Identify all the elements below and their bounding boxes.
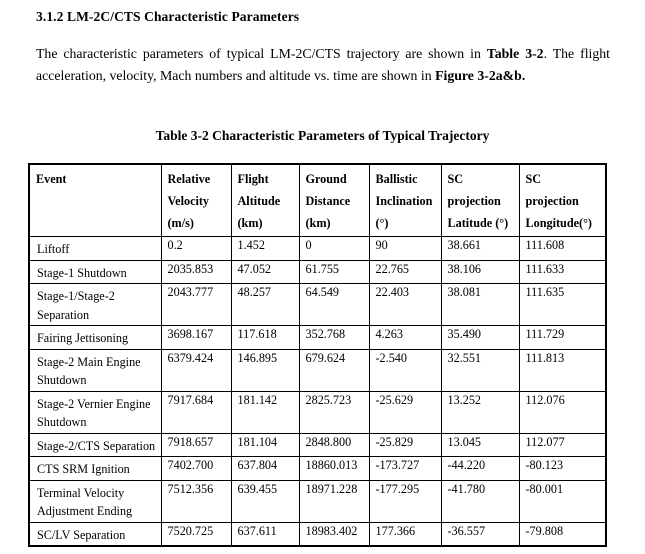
event-cell: Stage-2 Vernier Engine Shutdown [29, 391, 161, 433]
column-header [519, 164, 606, 237]
header-line: Ground [305, 172, 347, 186]
table-row [29, 480, 606, 522]
value-cell: 679.624 [299, 349, 369, 391]
value-cell: 7917.684 [161, 391, 231, 433]
value-cell: 47.052 [231, 260, 299, 284]
header-line: projection [525, 194, 579, 208]
value-cell: 7918.657 [161, 433, 231, 457]
value-cell: -25.829 [369, 433, 441, 457]
table-header-row [29, 164, 606, 237]
table-row [29, 326, 606, 350]
table-row [29, 260, 606, 284]
paragraph-segment: The characteristic parameters of typical LM-2C/CTS trajectory are shown in [36, 46, 487, 61]
event-cell: Liftoff [29, 237, 161, 261]
header-line: Distance [305, 194, 351, 208]
event-cell: Fairing Jettisoning [29, 326, 161, 350]
value-cell: 64.549 [299, 284, 369, 326]
trajectory-table [28, 163, 607, 547]
value-cell: 13.045 [441, 433, 519, 457]
header-line: (m/s) [167, 216, 194, 230]
table-row [29, 522, 606, 546]
header-line: SC [447, 172, 464, 186]
value-cell: 3698.167 [161, 326, 231, 350]
table-row [29, 284, 606, 326]
value-cell: 7520.725 [161, 522, 231, 546]
value-cell: 32.551 [441, 349, 519, 391]
value-cell: -79.808 [519, 522, 606, 546]
value-cell: 112.077 [519, 433, 606, 457]
header-line: SC [525, 172, 542, 186]
value-cell: 352.768 [299, 326, 369, 350]
header-line: (°) [375, 216, 389, 230]
value-cell: 4.263 [369, 326, 441, 350]
column-header [299, 164, 369, 237]
header-line: projection [447, 194, 501, 208]
value-cell: -41.780 [441, 480, 519, 522]
value-cell: 38.661 [441, 237, 519, 261]
value-cell: 18971.228 [299, 480, 369, 522]
value-cell: 639.455 [231, 480, 299, 522]
value-cell: 18983.402 [299, 522, 369, 546]
value-cell: 111.635 [519, 284, 606, 326]
header-line: Event [36, 172, 67, 186]
value-cell: 1.452 [231, 237, 299, 261]
value-cell: 637.804 [231, 457, 299, 481]
event-cell: Stage-2 Main Engine Shutdown [29, 349, 161, 391]
value-cell: 181.142 [231, 391, 299, 433]
header-line: Relative [167, 172, 211, 186]
column-header [231, 164, 299, 237]
value-cell: 38.106 [441, 260, 519, 284]
value-cell: -173.727 [369, 457, 441, 481]
value-cell: -80.123 [519, 457, 606, 481]
value-cell: -177.295 [369, 480, 441, 522]
header-line: (km) [237, 216, 263, 230]
value-cell: 13.252 [441, 391, 519, 433]
value-cell: -44.220 [441, 457, 519, 481]
table-row [29, 237, 606, 261]
table-row [29, 349, 606, 391]
value-cell: 112.076 [519, 391, 606, 433]
value-cell: 111.633 [519, 260, 606, 284]
header-line: Flight [237, 172, 269, 186]
value-cell: 117.618 [231, 326, 299, 350]
value-cell: 111.729 [519, 326, 606, 350]
paragraph-segment: . The flight acceleration, velocity, Mach numbers and altitude vs. time are shown in [36, 46, 610, 83]
header-line: Longitude(°) [525, 216, 592, 230]
value-cell: -80.001 [519, 480, 606, 522]
table-row [29, 433, 606, 457]
value-cell: 2043.777 [161, 284, 231, 326]
event-cell: Terminal Velocity Adjustment Ending [29, 480, 161, 522]
value-cell: 111.813 [519, 349, 606, 391]
column-header [369, 164, 441, 237]
event-cell: Stage-2/CTS Separation [29, 433, 161, 457]
value-cell: 7402.700 [161, 457, 231, 481]
value-cell: -36.557 [441, 522, 519, 546]
column-header [29, 164, 161, 237]
paragraph-segment: Table 3-2 [486, 46, 544, 61]
value-cell: 0 [299, 237, 369, 261]
event-cell: Stage-1/Stage-2 Separation [29, 284, 161, 326]
paragraph [36, 43, 610, 86]
table-row [29, 391, 606, 433]
value-cell: 38.081 [441, 284, 519, 326]
value-cell: 181.104 [231, 433, 299, 457]
value-cell: 7512.356 [161, 480, 231, 522]
header-line: Altitude [237, 194, 281, 208]
value-cell: 48.257 [231, 284, 299, 326]
value-cell: 18860.013 [299, 457, 369, 481]
table-row [29, 457, 606, 481]
header-line: Ballistic [375, 172, 418, 186]
value-cell: 2035.853 [161, 260, 231, 284]
column-header [161, 164, 231, 237]
header-line: Latitude (°) [447, 216, 509, 230]
header-line: Velocity [167, 194, 210, 208]
value-cell: 146.895 [231, 349, 299, 391]
value-cell: 111.608 [519, 237, 606, 261]
value-cell: 0.2 [161, 237, 231, 261]
value-cell: -25.629 [369, 391, 441, 433]
event-cell: CTS SRM Ignition [29, 457, 161, 481]
value-cell: 2825.723 [299, 391, 369, 433]
value-cell: 177.366 [369, 522, 441, 546]
section-heading: 3.1.2 LM-2C/CTS Characteristic Parameters [36, 9, 300, 24]
header-line: (km) [305, 216, 331, 230]
event-cell: Stage-1 Shutdown [29, 260, 161, 284]
value-cell: -2.540 [369, 349, 441, 391]
value-cell: 22.403 [369, 284, 441, 326]
value-cell: 2848.800 [299, 433, 369, 457]
value-cell: 22.765 [369, 260, 441, 284]
table-caption: Table 3-2 Characteristic Parameters of Typical Trajectory [155, 128, 490, 143]
column-header [441, 164, 519, 237]
value-cell: 35.490 [441, 326, 519, 350]
value-cell: 6379.424 [161, 349, 231, 391]
header-line: Inclination [375, 194, 433, 208]
value-cell: 61.755 [299, 260, 369, 284]
value-cell: 90 [369, 237, 441, 261]
value-cell: 637.611 [231, 522, 299, 546]
event-cell: SC/LV Separation [29, 522, 161, 546]
paragraph-segment: Figure 3-2a&b. [435, 67, 526, 83]
